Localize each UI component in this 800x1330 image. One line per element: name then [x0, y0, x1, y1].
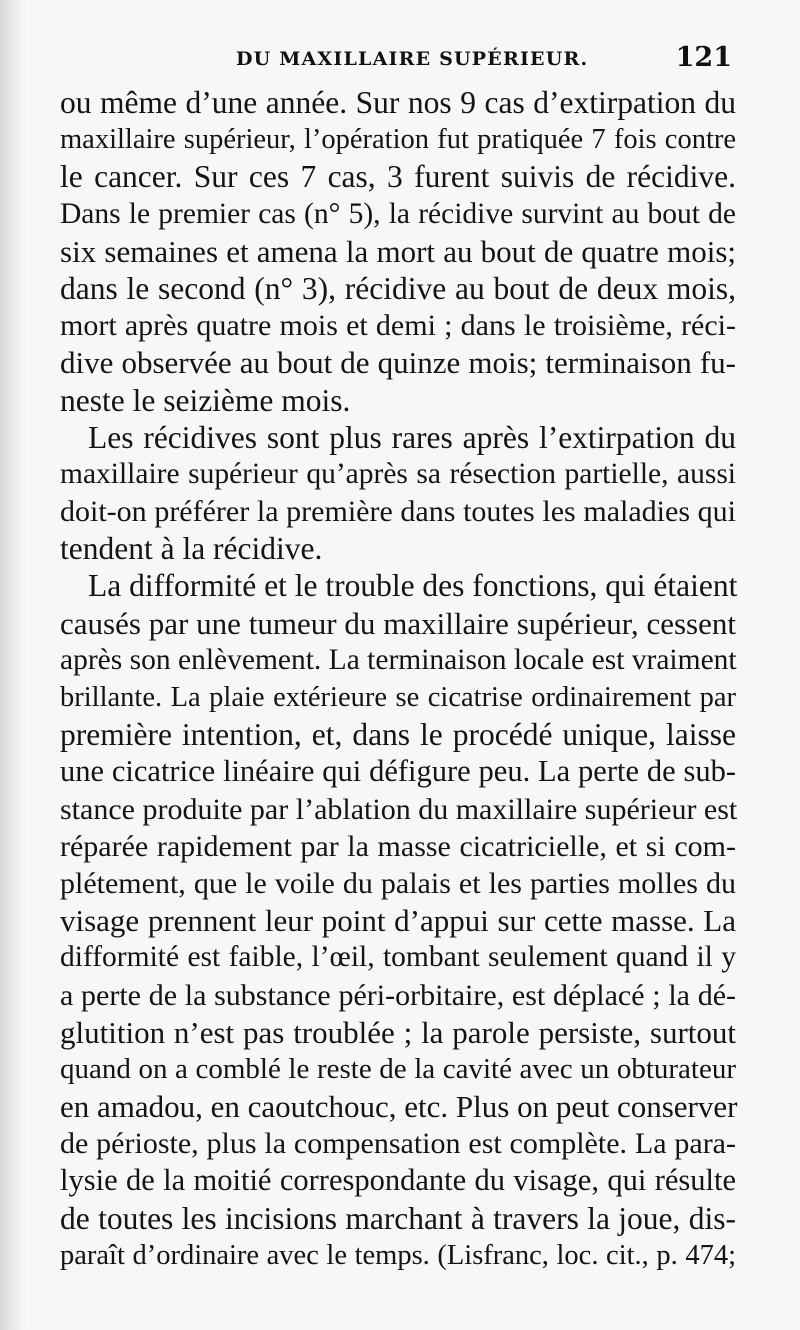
text-line: une cicatrice linéaire qui défigure peu. La perte de sub- — [60, 754, 736, 789]
text-line: tendent à la récidive. — [60, 531, 323, 567]
text-line: première intention, et, dans le procédé unique, laisse — [60, 717, 736, 753]
text-line: visage prennent leur point d’appui sur cette masse. La — [60, 903, 736, 939]
text-line: lysie de la moitié correspondante du visage, qui résulte — [60, 1163, 736, 1198]
text-line: a perte de la substance péri-orbitaire, est déplacé ; la dé- — [60, 978, 736, 1012]
text-line: Dans le premier cas (n° 5), la récidive survint au bout de — [60, 197, 736, 230]
text-line: en amadou, en caoutchouc, etc. Plus on peut conserver — [60, 1089, 738, 1125]
text-line: glutition n’est pas troublée ; la parole persiste, surtout — [60, 1014, 736, 1050]
text-line: le cancer. Sur ces 7 cas, 3 furent suivis de récidive. — [60, 159, 736, 195]
text-line: maxillaire supérieur, l’opération fut pratiquée 7 fois contre — [60, 124, 736, 156]
text-line: dive observée au bout de quinze mois; terminaison fu- — [60, 345, 736, 381]
page-gutter-shadow — [0, 0, 26, 1330]
text-line: causés par une tumeur du maxillaire supérieur, cessent — [60, 605, 736, 641]
text-line: de périoste, plus la compensation est complète. La para- — [60, 1127, 736, 1161]
text-line: plétement, que le voile du palais et les parties molles du — [60, 866, 736, 900]
text-line: La difformité et le trouble des fonctions, qui étaient — [88, 568, 738, 604]
body-text — [60, 84, 736, 1274]
running-title: DU MAXILLAIRE SUPÉRIEUR. — [236, 48, 589, 70]
text-line: quand on a comblé le reste de la cavité avec un obturateur — [60, 1052, 736, 1085]
text-line: ou même d’une année. Sur nos 9 cas d’extirpation du — [60, 85, 736, 120]
page-number: 121 — [675, 42, 732, 73]
text-line: stance produite par l’ablation du maxillaire supérieur est — [60, 792, 738, 826]
text-line: dans le second (n° 3), récidive au bout de deux mois, — [60, 270, 736, 306]
text-line: doit-on préférer la première dans toutes les maladies qui — [60, 495, 736, 529]
text-line: mort après quatre mois et demi ; dans le troisième, réci- — [60, 309, 736, 343]
text-line: réparée rapidement par la masse cicatricielle, et si com- — [60, 829, 736, 863]
text-line: maxillaire supérieur qu’après sa résection partielle, aussi — [60, 457, 736, 490]
text-line: de toutes les incisions marchant à travers la joue, dis- — [60, 1200, 736, 1236]
text-line: six semaines et amena la mort au bout de quatre mois; — [60, 233, 736, 269]
text-line: paraît d’ordinaire avec le temps. (Lisfranc, loc. cit., p. 474; — [60, 1239, 736, 1271]
text-line: neste le seizième mois. — [60, 382, 351, 418]
text-line: Les récidives sont plus rares après l’extirpation du — [88, 419, 736, 455]
text-line: brillante. La plaie extérieure se cicatrise ordinairement par — [60, 682, 736, 713]
page-header — [60, 44, 736, 78]
text-line: après son enlèvement. La terminaison locale est vraiment — [60, 643, 737, 676]
text-line: difformité est faible, l’œil, tombant seulement quand il y — [60, 941, 736, 974]
